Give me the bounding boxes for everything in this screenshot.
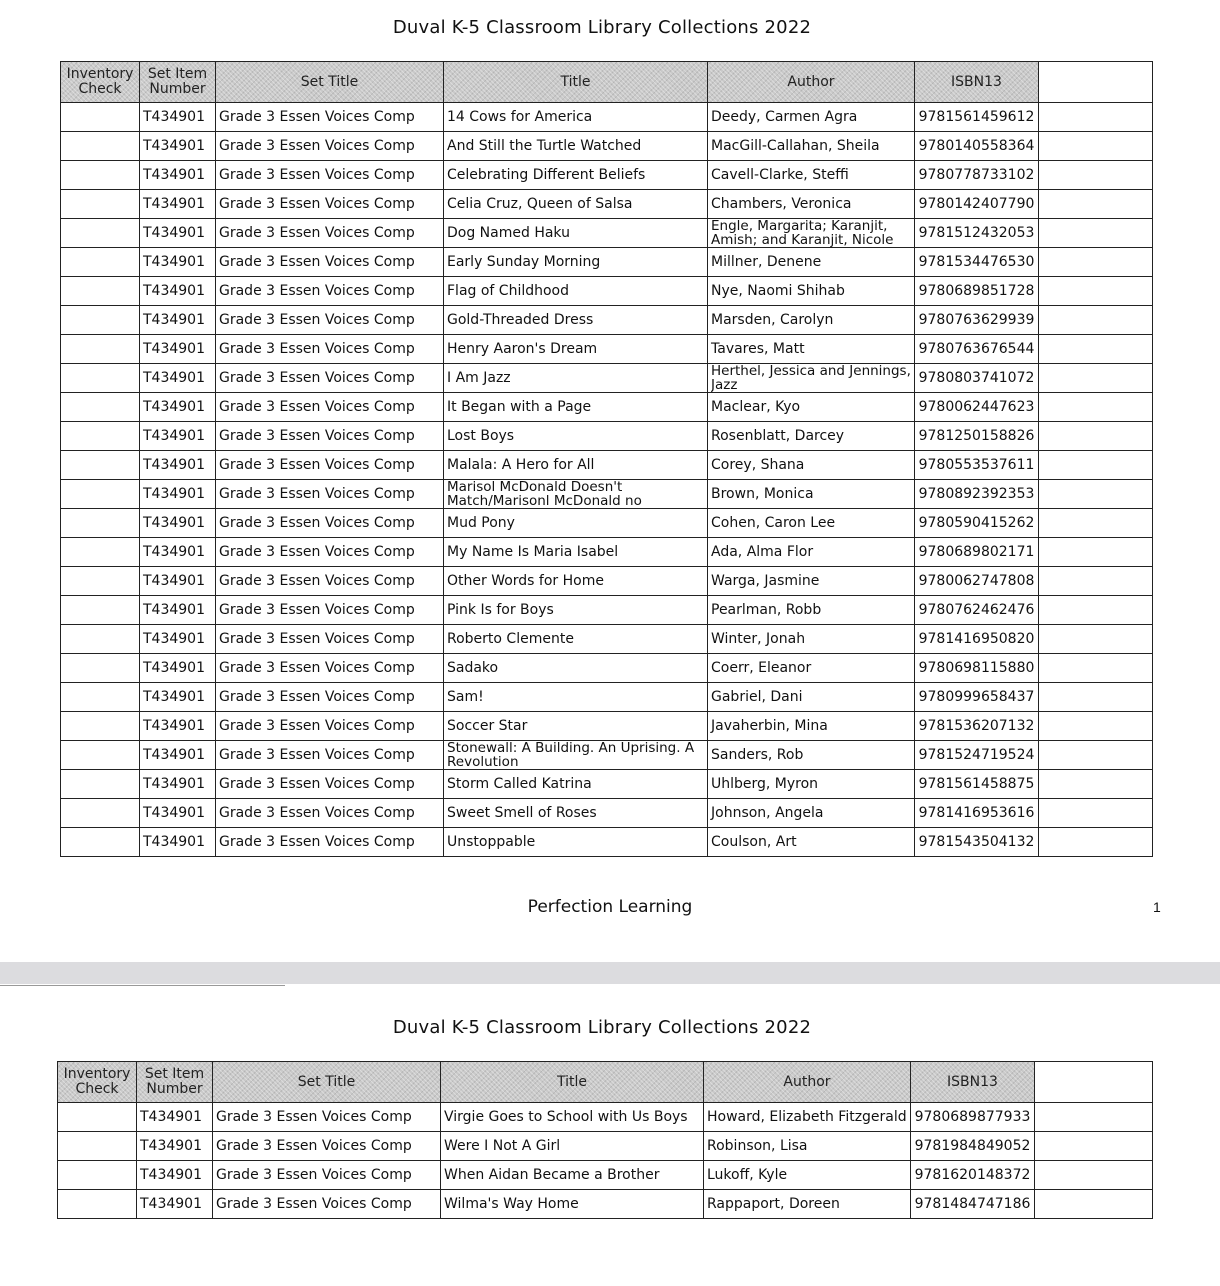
title-cell: Dog Named Haku bbox=[444, 219, 708, 248]
isbn13-cell: 9780062447623 bbox=[915, 393, 1039, 422]
inventory-check-cell[interactable] bbox=[61, 132, 140, 161]
title-cell: Soccer Star bbox=[444, 712, 708, 741]
isbn13-cell: 9780803741072 bbox=[915, 364, 1039, 393]
inventory-check-cell[interactable] bbox=[61, 422, 140, 451]
blank-cell bbox=[1039, 219, 1153, 248]
author-cell: Maclear, Kyo bbox=[708, 393, 915, 422]
blank-cell bbox=[1039, 625, 1153, 654]
isbn13-cell: 9781416953616 bbox=[915, 799, 1039, 828]
set-item-number-cell: T434901 bbox=[140, 712, 216, 741]
set-item-number-cell: T434901 bbox=[140, 422, 216, 451]
author-cell: Engle, Margarita; Karanjit, Amish; and Karanjit, Nicole bbox=[708, 219, 915, 248]
header-blank bbox=[1035, 1062, 1153, 1103]
inventory-check-cell[interactable] bbox=[61, 770, 140, 799]
author-cell: Warga, Jasmine bbox=[708, 567, 915, 596]
header-set-item-number: Set Item Number bbox=[137, 1062, 213, 1103]
set-title-cell: Grade 3 Essen Voices Comp bbox=[216, 422, 444, 451]
inventory-check-cell[interactable] bbox=[58, 1190, 137, 1219]
set-item-number-cell: T434901 bbox=[140, 219, 216, 248]
title-cell: Stonewall: A Building. An Uprising. A Revolution bbox=[444, 741, 708, 770]
set-title-cell: Grade 3 Essen Voices Comp bbox=[216, 103, 444, 132]
table-row bbox=[61, 654, 1153, 683]
title-cell: Celebrating Different Beliefs bbox=[444, 161, 708, 190]
inventory-check-cell[interactable] bbox=[58, 1161, 137, 1190]
set-item-number-cell: T434901 bbox=[140, 625, 216, 654]
inventory-check-cell[interactable] bbox=[58, 1132, 137, 1161]
blank-cell bbox=[1039, 480, 1153, 509]
author-cell: Rosenblatt, Darcey bbox=[708, 422, 915, 451]
set-title-cell: Grade 3 Essen Voices Comp bbox=[216, 770, 444, 799]
title-cell: Gold-Threaded Dress bbox=[444, 306, 708, 335]
isbn13-cell: 9780553537611 bbox=[915, 451, 1039, 480]
header-set-title: Set Title bbox=[213, 1062, 441, 1103]
title-cell: Malala: A Hero for All bbox=[444, 451, 708, 480]
title-cell: It Began with a Page bbox=[444, 393, 708, 422]
page-edge-line bbox=[0, 985, 285, 986]
author-cell: Winter, Jonah bbox=[708, 625, 915, 654]
title-cell: Lost Boys bbox=[444, 422, 708, 451]
table-row bbox=[61, 828, 1153, 857]
set-item-number-cell: T434901 bbox=[137, 1161, 213, 1190]
blank-cell bbox=[1039, 451, 1153, 480]
set-title-cell: Grade 3 Essen Voices Comp bbox=[216, 625, 444, 654]
set-title-cell: Grade 3 Essen Voices Comp bbox=[216, 132, 444, 161]
blank-cell bbox=[1035, 1190, 1153, 1219]
table-row bbox=[61, 190, 1153, 219]
table-row bbox=[61, 335, 1153, 364]
header-title: Title bbox=[444, 62, 708, 103]
inventory-check-cell[interactable] bbox=[61, 596, 140, 625]
set-item-number-cell: T434901 bbox=[140, 654, 216, 683]
author-cell: Cavell-Clarke, Steffi bbox=[708, 161, 915, 190]
inventory-check-cell[interactable] bbox=[61, 625, 140, 654]
isbn13-cell: 9781984849052 bbox=[911, 1132, 1035, 1161]
set-item-number-cell: T434901 bbox=[140, 509, 216, 538]
title-cell: Sam! bbox=[444, 683, 708, 712]
title-cell: Were I Not A Girl bbox=[441, 1132, 704, 1161]
blank-cell bbox=[1039, 393, 1153, 422]
table-row bbox=[61, 538, 1153, 567]
header-inventory-check: Inventory Check bbox=[61, 62, 140, 103]
set-title-cell: Grade 3 Essen Voices Comp bbox=[216, 277, 444, 306]
inventory-check-cell[interactable] bbox=[61, 712, 140, 741]
inventory-check-cell[interactable] bbox=[61, 567, 140, 596]
set-title-cell: Grade 3 Essen Voices Comp bbox=[216, 393, 444, 422]
title-cell: Sweet Smell of Roses bbox=[444, 799, 708, 828]
set-title-cell: Grade 3 Essen Voices Comp bbox=[216, 335, 444, 364]
isbn13-cell: 9781561459612 bbox=[915, 103, 1039, 132]
set-item-number-cell: T434901 bbox=[140, 770, 216, 799]
title-cell: Virgie Goes to School with Us Boys bbox=[441, 1103, 704, 1132]
isbn13-cell: 9781543504132 bbox=[915, 828, 1039, 857]
author-cell: Pearlman, Robb bbox=[708, 596, 915, 625]
header-blank bbox=[1039, 62, 1153, 103]
header-author: Author bbox=[704, 1062, 911, 1103]
isbn13-cell: 9780689851728 bbox=[915, 277, 1039, 306]
set-item-number-cell: T434901 bbox=[140, 799, 216, 828]
set-title-cell: Grade 3 Essen Voices Comp bbox=[216, 596, 444, 625]
title-cell: Marisol McDonald Doesn't Match/Marisonl McDonald no bbox=[444, 480, 708, 509]
isbn13-cell: 9780778733102 bbox=[915, 161, 1039, 190]
blank-cell bbox=[1039, 306, 1153, 335]
inventory-check-cell[interactable] bbox=[61, 509, 140, 538]
set-title-cell: Grade 3 Essen Voices Comp bbox=[213, 1161, 441, 1190]
blank-cell bbox=[1039, 654, 1153, 683]
set-item-number-cell: T434901 bbox=[140, 567, 216, 596]
author-cell: Millner, Denene bbox=[708, 248, 915, 277]
inventory-check-cell[interactable] bbox=[61, 799, 140, 828]
author-cell: Brown, Monica bbox=[708, 480, 915, 509]
set-item-number-cell: T434901 bbox=[137, 1132, 213, 1161]
table-row bbox=[61, 567, 1153, 596]
blank-cell bbox=[1039, 132, 1153, 161]
table-row bbox=[61, 480, 1153, 509]
author-cell: Marsden, Carolyn bbox=[708, 306, 915, 335]
author-cell: Ada, Alma Flor bbox=[708, 538, 915, 567]
set-title-cell: Grade 3 Essen Voices Comp bbox=[213, 1132, 441, 1161]
table-row bbox=[61, 364, 1153, 393]
title-cell: Flag of Childhood bbox=[444, 277, 708, 306]
inventory-check-cell[interactable] bbox=[58, 1103, 137, 1132]
blank-cell bbox=[1039, 712, 1153, 741]
author-cell: Nye, Naomi Shihab bbox=[708, 277, 915, 306]
isbn13-cell: 9781561458875 bbox=[915, 770, 1039, 799]
set-item-number-cell: T434901 bbox=[140, 480, 216, 509]
blank-cell bbox=[1039, 364, 1153, 393]
set-title-cell: Grade 3 Essen Voices Comp bbox=[216, 480, 444, 509]
author-cell: Coerr, Eleanor bbox=[708, 654, 915, 683]
set-item-number-cell: T434901 bbox=[140, 828, 216, 857]
title-cell: Henry Aaron's Dream bbox=[444, 335, 708, 364]
set-item-number-cell: T434901 bbox=[140, 596, 216, 625]
blank-cell bbox=[1039, 683, 1153, 712]
author-cell: Chambers, Veronica bbox=[708, 190, 915, 219]
blank-cell bbox=[1039, 538, 1153, 567]
set-item-number-cell: T434901 bbox=[140, 277, 216, 306]
document-page-2 bbox=[0, 984, 1220, 1286]
set-item-number-cell: T434901 bbox=[140, 683, 216, 712]
author-cell: Uhlberg, Myron bbox=[708, 770, 915, 799]
isbn13-cell: 9780062747808 bbox=[915, 567, 1039, 596]
table-row bbox=[61, 625, 1153, 654]
blank-cell bbox=[1039, 828, 1153, 857]
set-title-cell: Grade 3 Essen Voices Comp bbox=[213, 1103, 441, 1132]
table-row bbox=[61, 741, 1153, 770]
header-set-item-number: Set Item Number bbox=[140, 62, 216, 103]
author-cell: Cohen, Caron Lee bbox=[708, 509, 915, 538]
set-item-number-cell: T434901 bbox=[137, 1190, 213, 1219]
isbn13-cell: 9780590415262 bbox=[915, 509, 1039, 538]
isbn13-cell: 9781620148372 bbox=[911, 1161, 1035, 1190]
title-cell: Pink Is for Boys bbox=[444, 596, 708, 625]
set-item-number-cell: T434901 bbox=[140, 190, 216, 219]
set-title-cell: Grade 3 Essen Voices Comp bbox=[216, 509, 444, 538]
table-row bbox=[61, 132, 1153, 161]
set-title-cell: Grade 3 Essen Voices Comp bbox=[216, 538, 444, 567]
document-title: Duval K-5 Classroom Library Collections 2022 bbox=[392, 1017, 812, 1038]
header-isbn13: ISBN13 bbox=[911, 1062, 1035, 1103]
inventory-check-cell[interactable] bbox=[61, 654, 140, 683]
title-cell: Early Sunday Morning bbox=[444, 248, 708, 277]
table-header-row bbox=[58, 1062, 1153, 1103]
document-title: Duval K-5 Classroom Library Collections 2022 bbox=[392, 17, 812, 38]
inventory-check-cell[interactable] bbox=[61, 451, 140, 480]
blank-cell bbox=[1035, 1132, 1153, 1161]
table-row bbox=[61, 422, 1153, 451]
set-item-number-cell: T434901 bbox=[140, 161, 216, 190]
page-number: 1 bbox=[1153, 899, 1161, 915]
blank-cell bbox=[1039, 161, 1153, 190]
isbn13-cell: 9780763676544 bbox=[915, 335, 1039, 364]
blank-cell bbox=[1039, 799, 1153, 828]
inventory-check-cell[interactable] bbox=[61, 103, 140, 132]
title-cell: My Name Is Maria Isabel bbox=[444, 538, 708, 567]
table-row bbox=[61, 451, 1153, 480]
set-item-number-cell: T434901 bbox=[140, 393, 216, 422]
isbn13-cell: 9781512432053 bbox=[915, 219, 1039, 248]
title-cell: Roberto Clemente bbox=[444, 625, 708, 654]
set-item-number-cell: T434901 bbox=[140, 132, 216, 161]
header-author: Author bbox=[708, 62, 915, 103]
author-cell: Corey, Shana bbox=[708, 451, 915, 480]
set-title-cell: Grade 3 Essen Voices Comp bbox=[216, 248, 444, 277]
blank-cell bbox=[1039, 509, 1153, 538]
set-title-cell: Grade 3 Essen Voices Comp bbox=[216, 306, 444, 335]
set-title-cell: Grade 3 Essen Voices Comp bbox=[216, 828, 444, 857]
table-row bbox=[61, 103, 1153, 132]
table-row bbox=[61, 596, 1153, 625]
table-row bbox=[61, 248, 1153, 277]
set-title-cell: Grade 3 Essen Voices Comp bbox=[216, 451, 444, 480]
inventory-check-cell[interactable] bbox=[61, 828, 140, 857]
blank-cell bbox=[1035, 1161, 1153, 1190]
author-cell: Deedy, Carmen Agra bbox=[708, 103, 915, 132]
inventory-check-cell[interactable] bbox=[61, 364, 140, 393]
blank-cell bbox=[1039, 335, 1153, 364]
set-item-number-cell: T434901 bbox=[140, 538, 216, 567]
blank-cell bbox=[1035, 1103, 1153, 1132]
table-row bbox=[61, 393, 1153, 422]
isbn13-cell: 9780999658437 bbox=[915, 683, 1039, 712]
title-cell: Unstoppable bbox=[444, 828, 708, 857]
isbn13-cell: 9780142407790 bbox=[915, 190, 1039, 219]
isbn13-cell: 9781250158826 bbox=[915, 422, 1039, 451]
inventory-check-cell[interactable] bbox=[61, 248, 140, 277]
set-title-cell: Grade 3 Essen Voices Comp bbox=[216, 712, 444, 741]
set-title-cell: Grade 3 Essen Voices Comp bbox=[216, 190, 444, 219]
header-title: Title bbox=[441, 1062, 704, 1103]
inventory-check-cell[interactable] bbox=[61, 306, 140, 335]
set-title-cell: Grade 3 Essen Voices Comp bbox=[213, 1190, 441, 1219]
blank-cell bbox=[1039, 596, 1153, 625]
table-header-row bbox=[61, 62, 1153, 103]
title-cell: I Am Jazz bbox=[444, 364, 708, 393]
isbn13-cell: 9781484747186 bbox=[911, 1190, 1035, 1219]
inventory-check-cell[interactable] bbox=[61, 190, 140, 219]
header-isbn13: ISBN13 bbox=[915, 62, 1039, 103]
isbn13-cell: 9781416950820 bbox=[915, 625, 1039, 654]
blank-cell bbox=[1039, 277, 1153, 306]
header-inventory-check: Inventory Check bbox=[58, 1062, 137, 1103]
title-cell: Storm Called Katrina bbox=[444, 770, 708, 799]
author-cell: Coulson, Art bbox=[708, 828, 915, 857]
isbn13-cell: 9781524719524 bbox=[915, 741, 1039, 770]
author-cell: Rappaport, Doreen bbox=[704, 1190, 911, 1219]
table-row bbox=[61, 799, 1153, 828]
set-title-cell: Grade 3 Essen Voices Comp bbox=[216, 161, 444, 190]
inventory-check-cell[interactable] bbox=[61, 741, 140, 770]
isbn13-cell: 9781534476530 bbox=[915, 248, 1039, 277]
page-separator bbox=[0, 962, 1220, 984]
inventory-check-cell[interactable] bbox=[61, 219, 140, 248]
author-cell: Sanders, Rob bbox=[708, 741, 915, 770]
author-cell: Johnson, Angela bbox=[708, 799, 915, 828]
isbn13-cell: 9780698115880 bbox=[915, 654, 1039, 683]
set-item-number-cell: T434901 bbox=[140, 306, 216, 335]
author-cell: Howard, Elizabeth Fitzgerald bbox=[704, 1103, 911, 1132]
table-row bbox=[61, 509, 1153, 538]
blank-cell bbox=[1039, 567, 1153, 596]
inventory-check-cell[interactable] bbox=[61, 277, 140, 306]
set-item-number-cell: T434901 bbox=[140, 103, 216, 132]
set-item-number-cell: T434901 bbox=[140, 364, 216, 393]
inventory-check-cell[interactable] bbox=[61, 393, 140, 422]
inventory-check-cell[interactable] bbox=[61, 538, 140, 567]
isbn13-cell: 9780892392353 bbox=[915, 480, 1039, 509]
isbn13-cell: 9780689877933 bbox=[911, 1103, 1035, 1132]
table-row bbox=[61, 306, 1153, 335]
title-cell: Sadako bbox=[444, 654, 708, 683]
set-item-number-cell: T434901 bbox=[140, 451, 216, 480]
footer-publisher: Perfection Learning bbox=[527, 897, 693, 917]
blank-cell bbox=[1039, 103, 1153, 132]
table-row bbox=[61, 712, 1153, 741]
author-cell: Javaherbin, Mina bbox=[708, 712, 915, 741]
blank-cell bbox=[1039, 248, 1153, 277]
table-row bbox=[61, 683, 1153, 712]
set-title-cell: Grade 3 Essen Voices Comp bbox=[216, 799, 444, 828]
title-cell: And Still the Turtle Watched bbox=[444, 132, 708, 161]
title-cell: Wilma's Way Home bbox=[441, 1190, 704, 1219]
blank-cell bbox=[1039, 741, 1153, 770]
set-item-number-cell: T434901 bbox=[140, 335, 216, 364]
set-item-number-cell: T434901 bbox=[140, 741, 216, 770]
title-cell: When Aidan Became a Brother bbox=[441, 1161, 704, 1190]
set-title-cell: Grade 3 Essen Voices Comp bbox=[216, 219, 444, 248]
author-cell: Lukoff, Kyle bbox=[704, 1161, 911, 1190]
set-item-number-cell: T434901 bbox=[137, 1103, 213, 1132]
blank-cell bbox=[1039, 770, 1153, 799]
table-row bbox=[61, 219, 1153, 248]
header-set-title: Set Title bbox=[216, 62, 444, 103]
author-cell: Gabriel, Dani bbox=[708, 683, 915, 712]
set-title-cell: Grade 3 Essen Voices Comp bbox=[216, 683, 444, 712]
set-item-number-cell: T434901 bbox=[140, 248, 216, 277]
table-row bbox=[61, 161, 1153, 190]
isbn13-cell: 9780689802171 bbox=[915, 538, 1039, 567]
inventory-check-cell[interactable] bbox=[61, 335, 140, 364]
isbn13-cell: 9781536207132 bbox=[915, 712, 1039, 741]
author-cell: Tavares, Matt bbox=[708, 335, 915, 364]
set-title-cell: Grade 3 Essen Voices Comp bbox=[216, 741, 444, 770]
inventory-check-cell[interactable] bbox=[61, 161, 140, 190]
table-row bbox=[58, 1190, 1153, 1219]
isbn13-cell: 9780763629939 bbox=[915, 306, 1039, 335]
inventory-check-cell[interactable] bbox=[61, 480, 140, 509]
author-cell: Herthel, Jessica and Jennings, Jazz bbox=[708, 364, 915, 393]
set-title-cell: Grade 3 Essen Voices Comp bbox=[216, 654, 444, 683]
title-cell: Other Words for Home bbox=[444, 567, 708, 596]
inventory-check-cell[interactable] bbox=[61, 683, 140, 712]
set-title-cell: Grade 3 Essen Voices Comp bbox=[216, 364, 444, 393]
table-row bbox=[58, 1103, 1153, 1132]
table-row bbox=[61, 277, 1153, 306]
inventory-table bbox=[60, 61, 1153, 857]
blank-cell bbox=[1039, 422, 1153, 451]
title-cell: Celia Cruz, Queen of Salsa bbox=[444, 190, 708, 219]
set-title-cell: Grade 3 Essen Voices Comp bbox=[216, 567, 444, 596]
table-row bbox=[61, 770, 1153, 799]
table-row bbox=[58, 1132, 1153, 1161]
title-cell: 14 Cows for America bbox=[444, 103, 708, 132]
author-cell: Robinson, Lisa bbox=[704, 1132, 911, 1161]
author-cell: MacGill-Callahan, Sheila bbox=[708, 132, 915, 161]
inventory-table bbox=[57, 1061, 1153, 1219]
isbn13-cell: 9780140558364 bbox=[915, 132, 1039, 161]
title-cell: Mud Pony bbox=[444, 509, 708, 538]
blank-cell bbox=[1039, 190, 1153, 219]
isbn13-cell: 9780762462476 bbox=[915, 596, 1039, 625]
table-row bbox=[58, 1161, 1153, 1190]
